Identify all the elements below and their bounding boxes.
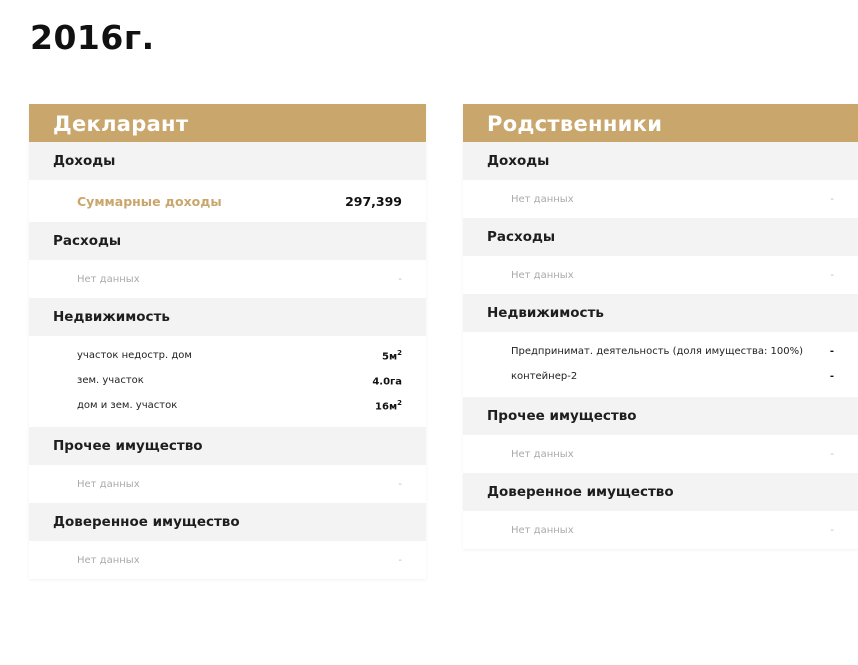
nodata-label: Нет данных: [511, 193, 574, 205]
relatives-other-heading: Прочее имущество: [463, 397, 858, 435]
declarant-realty-rows: [29, 336, 426, 427]
relatives-card: [463, 104, 858, 549]
nodata-value: -: [830, 193, 834, 205]
relatives-trusted-empty-row: [463, 511, 858, 549]
relatives-expenses-empty-row: [463, 256, 858, 294]
declarant-trusted-rows: [29, 541, 426, 579]
realty-value: -: [829, 346, 834, 357]
relatives-header: Родственники: [463, 104, 858, 142]
relatives-expenses-heading: Расходы: [463, 218, 858, 256]
nodata-value: -: [830, 269, 834, 281]
declarant-trusted-empty-row: [29, 541, 426, 579]
realty-label: контейнер-2: [511, 371, 578, 382]
nodata-value: -: [398, 554, 402, 566]
total-income-label: Суммарные доходы: [77, 193, 222, 209]
declarant-other-heading: Прочее имущество: [29, 427, 426, 465]
relatives-other-empty-row: [463, 435, 858, 473]
relatives-income-heading: Доходы: [463, 142, 858, 180]
declarant-expenses-rows: [29, 260, 426, 298]
nodata-value: -: [830, 524, 834, 536]
nodata-value: -: [398, 273, 402, 285]
nodata-label: Нет данных: [511, 269, 574, 281]
relatives-realty-heading: Недвижимость: [463, 294, 858, 332]
realty-row: [463, 339, 858, 364]
nodata-label: Нет данных: [77, 273, 140, 285]
relatives-other-rows: [463, 435, 858, 473]
declarant-other-empty-row: [29, 465, 426, 503]
relatives-trusted-heading: Доверенное имущество: [463, 473, 858, 511]
realty-label: зем. участок: [77, 375, 144, 386]
realty-label: дом и зем. участок: [77, 400, 178, 411]
realty-value: $5м^2$: [381, 348, 402, 363]
realty-value: -: [829, 371, 834, 382]
nodata-value: -: [398, 478, 402, 490]
relatives-trusted-rows: [463, 511, 858, 549]
declarant-other-rows: [29, 465, 426, 503]
nodata-label: Нет данных: [77, 554, 140, 566]
declarant-expenses-empty-row: [29, 260, 426, 298]
realty-label: Предпринимат. деятельность (доля имущества: 100%): [511, 346, 804, 357]
nodata-label: Нет данных: [511, 524, 574, 536]
declarant-income-rows: [29, 180, 426, 222]
declarant-expenses-heading: Расходы: [29, 222, 426, 260]
relatives-income-rows: [463, 180, 858, 218]
realty-value: $16м^2$: [375, 398, 402, 413]
declarant-trusted-heading: Доверенное имущество: [29, 503, 426, 541]
nodata-label: Нет данных: [511, 448, 574, 460]
realty-row: [463, 364, 858, 389]
declarant-header: Декларант: [29, 104, 426, 142]
relatives-realty-rows: [463, 332, 858, 397]
relatives-expenses-rows: [463, 256, 858, 294]
realty-value: 4.0га: [372, 376, 402, 388]
declarant-card: [29, 104, 426, 579]
declarant-income-total-row: [29, 180, 426, 222]
realty-row: [29, 343, 426, 368]
realty-row: [29, 368, 426, 393]
total-income-value: 297,399: [345, 193, 402, 209]
relatives-income-empty-row: [463, 180, 858, 218]
declarant-income-heading: Доходы: [29, 142, 426, 180]
nodata-value: -: [830, 448, 834, 460]
page-title: 2016г.: [30, 18, 155, 57]
realty-row: [29, 393, 426, 418]
declarant-realty-heading: Недвижимость: [29, 298, 426, 336]
realty-label: участок недостр. дом: [77, 350, 192, 361]
nodata-label: Нет данных: [77, 478, 140, 490]
